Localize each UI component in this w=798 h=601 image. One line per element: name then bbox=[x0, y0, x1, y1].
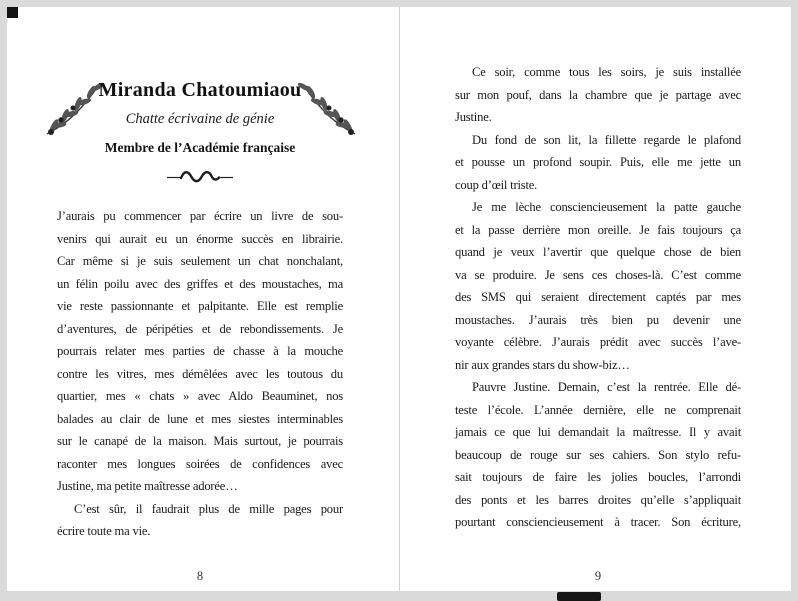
left-page-text-block bbox=[57, 205, 343, 543]
left-page bbox=[7, 7, 399, 591]
text-line: pourtant consciencieusement à tracer. Son écriture, bbox=[455, 515, 741, 529]
text-line: d’aventures, de péripéties et de rebondissements. Je bbox=[57, 321, 343, 336]
chapter-title: Miranda Chatoumiaou bbox=[98, 79, 302, 101]
text-line: Justine, ma petite maîtresse adorée… bbox=[57, 479, 238, 493]
text-line: et pousse un profond soupir. Puis, elle me jette un bbox=[455, 155, 741, 169]
text-line: J’aurais pu commencer par écrire un livre de sou- bbox=[57, 209, 343, 223]
right-page bbox=[400, 7, 791, 591]
right-page-text-block bbox=[455, 61, 741, 534]
text-line: balades au clair de lune et mes siestes interminables bbox=[57, 411, 343, 426]
text-line: coup d’œil triste. bbox=[455, 177, 538, 192]
text-line: sur mon pouf, dans la chambre que je partage avec bbox=[455, 87, 741, 102]
chapter-affiliation: Membre de l’Académie française bbox=[104, 140, 296, 155]
text-line: va se produire. Je sens ces choses-là. C’est comme bbox=[455, 267, 741, 282]
left-page-number: 8 bbox=[196, 569, 204, 583]
text-line: des SMS qui seraient directement captés par mes bbox=[455, 290, 741, 304]
text-line: jamais ce que lui demandait la maîtresse. Il y avait bbox=[455, 425, 741, 439]
text-line: un félin poilu avec des griffes et des moustaches, ma bbox=[57, 276, 343, 291]
book-spread bbox=[7, 7, 791, 591]
text-line: quand je veux l’avertir que quelque chose de bien bbox=[455, 245, 741, 259]
bottom-edge-mark bbox=[557, 592, 601, 601]
text-line: Justine. bbox=[455, 110, 492, 124]
text-line: beaucoup de rouge sur ses cahiers. Son stylo refu- bbox=[455, 447, 741, 462]
corner-mark bbox=[7, 7, 18, 18]
text-line: sait toujours de faire les jolies boucles, l’arrondi bbox=[455, 470, 741, 484]
text-line: Car même si je suis seulement un chat nonchalant, bbox=[57, 254, 343, 268]
text-line: des ponts et les barres droites qu’elle s’appliquait bbox=[455, 492, 741, 507]
text-line: venirs qui aurait eu un énorme succès en librairie. bbox=[57, 231, 343, 246]
text-line: Du fond de son lit, la fillette regarde le plafond bbox=[472, 132, 741, 147]
text-line: nir aux grandes stars du show-biz… bbox=[455, 357, 630, 372]
text-line: Ce soir, comme tous les soirs, je suis installée bbox=[472, 65, 741, 79]
text-line: pourrais relater mes parties de chasse à la mouche bbox=[57, 344, 343, 358]
text-line: C’est sûr, il faudrait plus de mille pages pour bbox=[74, 501, 343, 516]
text-line: quartier, mes « chats » avec Aldo Beauminet, nos bbox=[57, 389, 343, 403]
text-line: Je me lèche consciencieusement la patte gauche bbox=[472, 200, 741, 214]
text-line: contre les vitres, mes démêlées avec les toutous du bbox=[57, 366, 343, 381]
text-line: teste l’école. L’année dernière, elle ne comprenait bbox=[455, 402, 741, 417]
text-line: écrire toute ma vie. bbox=[57, 524, 151, 538]
right-page-number: 9 bbox=[594, 569, 602, 583]
chapter-subtitle: Chatte écrivaine de génie bbox=[125, 111, 275, 127]
wave-divider-icon bbox=[57, 168, 343, 191]
text-line: Pauvre Justine. Demain, c’est la rentrée. Elle dé- bbox=[472, 380, 741, 394]
text-line: sur le canapé de la maison. Mais surtout, je pourrais bbox=[57, 434, 343, 448]
text-line: moustaches. J’aurais très bien pu devenir une bbox=[455, 312, 741, 327]
text-line: raconter mes longues soirées de confidences avec bbox=[57, 456, 343, 471]
text-line: et la passe derrière mon oreille. Je fais toujours ça bbox=[455, 222, 741, 237]
text-line: vie reste passionnante et palpitante. Elle est remplie bbox=[57, 299, 343, 313]
text-line: voyante célèbre. J’aurais prédit avec succès l’ave- bbox=[455, 335, 741, 349]
